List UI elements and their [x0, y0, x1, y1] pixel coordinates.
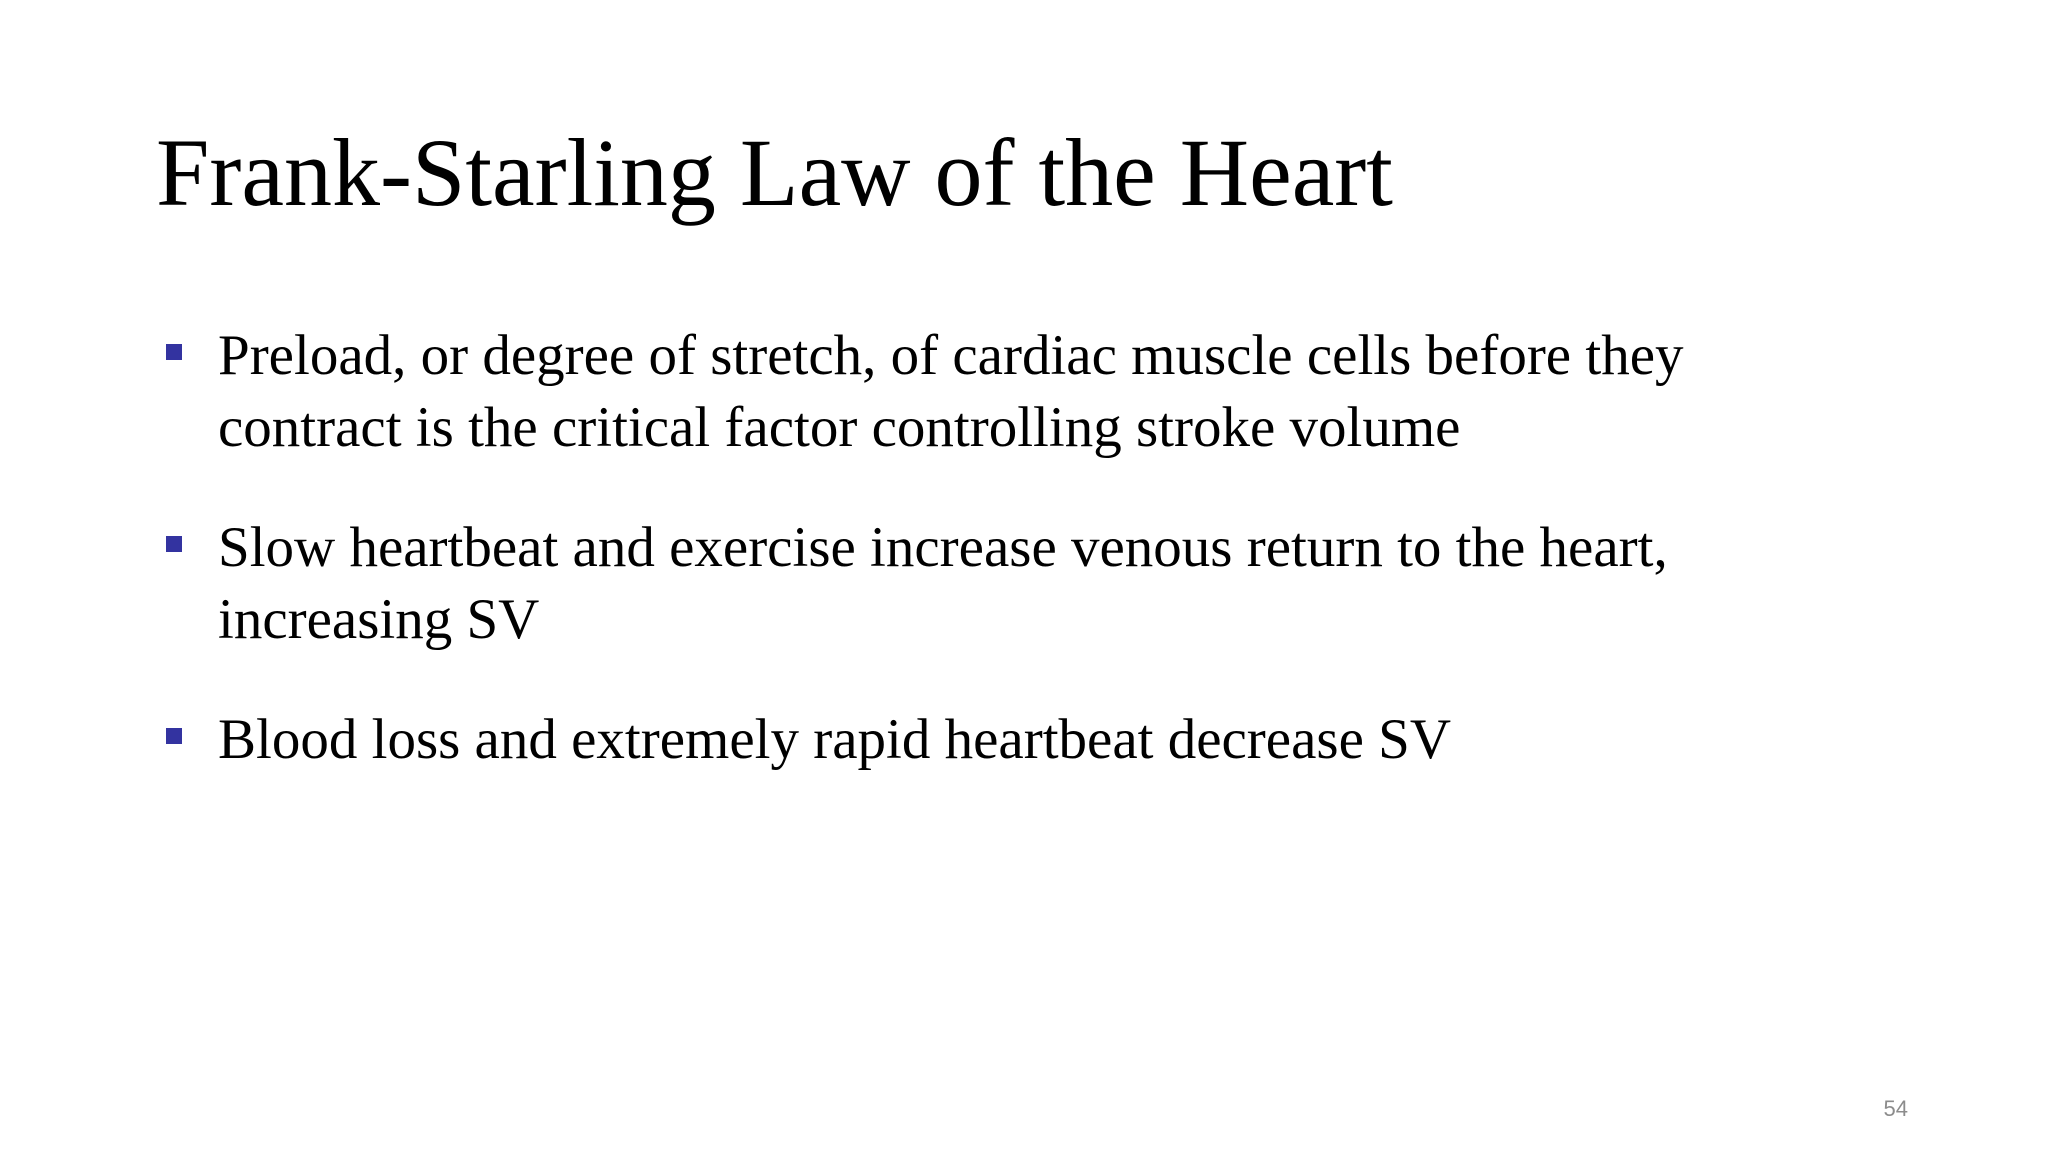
bullet-text: Blood loss and extremely rapid heartbeat decrease SV	[218, 708, 1451, 771]
slide-title: Frank-Starling Law of the Heart	[156, 119, 1393, 226]
bullet-text: Preload, or degree of stretch, of cardiac muscle cells before they contract is the critical factor controlling stroke volume	[218, 324, 1684, 459]
page-number: 54	[1883, 1096, 1908, 1121]
bullet-item-blood-loss	[158, 704, 1858, 776]
square-bullet-icon	[166, 536, 182, 552]
square-bullet-icon	[166, 344, 182, 360]
bullet-text: Slow heartbeat and exercise increase venous return to the heart, increasing SV	[218, 516, 1668, 651]
bullet-item-venous-return	[158, 512, 1858, 656]
square-bullet-icon	[166, 728, 182, 744]
bullet-item-preload	[158, 320, 1858, 464]
bullet-list	[158, 320, 1858, 824]
